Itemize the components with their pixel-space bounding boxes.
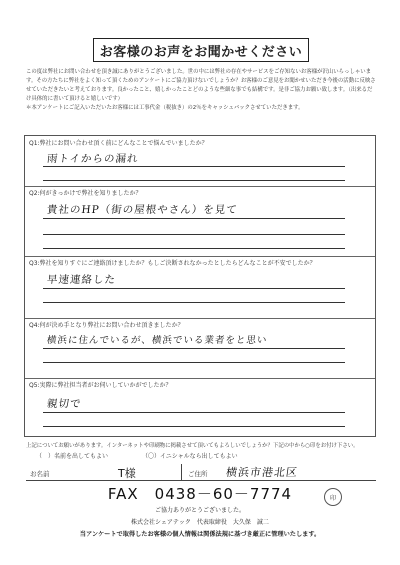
company-signature: 株式会社シェアテック 代表取締役 大久保 誠二 (131, 519, 269, 526)
question-3 (25, 256, 375, 319)
name-value: T様 (118, 467, 136, 480)
answer-line (43, 234, 345, 235)
handwritten-answer: 貴社のHP（街の屋根やさん）を見て (46, 204, 239, 216)
answer-line (43, 412, 345, 413)
answer-line (43, 248, 345, 249)
address-label: ご住所 (188, 470, 208, 478)
intro-text (26, 68, 376, 113)
page-title: お客様のお声をお聞かせください (93, 38, 309, 62)
questions-table (24, 135, 376, 437)
question-label: Q4:何が決め手となり弊社にお問い合わせ頂きましたか？ (29, 322, 184, 329)
answer-line (43, 302, 345, 303)
question-label: Q5:実際に弊社担当者がお伺いしていかがでしたか？ (29, 382, 172, 389)
question-label: Q3:弊社を知りすぐにご連絡頂けましたか？もしご決断されなかったとしたらどんなことが不安でしたか？ (29, 260, 316, 267)
handwritten-answer: 早速連絡した (46, 274, 117, 286)
consent-options (36, 451, 376, 460)
divider (181, 464, 182, 480)
question-label: Q2:何がきっかけで弊社を知りましたか？ (29, 190, 142, 197)
seal-stamp: 印 (324, 488, 342, 506)
answer-line (43, 348, 345, 349)
address-value: 横浜市港北区 (225, 466, 299, 479)
handwritten-answer: 親切で (46, 398, 83, 410)
answer-line (43, 180, 345, 181)
answer-line (43, 288, 345, 289)
question-label: Q1:弊社にお問い合わせ頂く前にどんなことで悩んでいましたか？ (29, 140, 208, 147)
question-4 (25, 318, 375, 379)
consent-option-initial: （〇）イニシャルなら出してもよい (142, 453, 238, 460)
name-label: お名前 (30, 470, 50, 478)
consent-option-name: （ ）名前を出してもよい (36, 453, 109, 460)
handwritten-answer: 横浜に住んでいるが、横浜でいる業者をと思い (46, 335, 268, 346)
question-2 (25, 186, 375, 257)
privacy-note: 当アンケートで取得したお客様の個人情報は関係法規に基づき厳正に管理いたします。 (79, 531, 321, 538)
answer-line (43, 426, 345, 427)
answer-line (43, 166, 345, 167)
question-5 (25, 378, 375, 436)
customer-info-row (26, 464, 376, 481)
fax-number: FAX 0438－60－7774 (107, 485, 293, 503)
answer-line (43, 362, 345, 363)
thanks-text: ご協力ありがとうございました。 (154, 507, 245, 514)
question-1 (25, 136, 375, 187)
consent-text: 上記についてお願いがあります。インターネットや印刷物に掲載させて頂いてもよろしいでしょうか？下記の中から○印をお付け下さい。 (26, 443, 359, 449)
cashback-note: ＊本アンケートにご記入いただいたお客様には工事代金（税抜き）の2％をキャッシュバックさせていただきます。 (26, 105, 304, 111)
handwritten-answer: 雨トイからの漏れ (46, 153, 140, 165)
intro-paragraph: この度は弊社にお問い合わせを頂き誠にありがとうございました。世の中には弊社の存在やサービスをご存知ないお客様が沢山いらっしゃいます。その方たちに弊社をよく知って頂くためのアンケートにご協力頂けないでしょうか？お客様のご意見をお聞かせいただき今後の活動に反映させていただきたいと考えております。良かったこと、嬉しかったことどのような些細な事でも結構です。是非ご協力お願い致します。（出来るだけ具体的に書いて頂けると嬉しいです） (26, 69, 376, 102)
answer-line (43, 218, 345, 219)
